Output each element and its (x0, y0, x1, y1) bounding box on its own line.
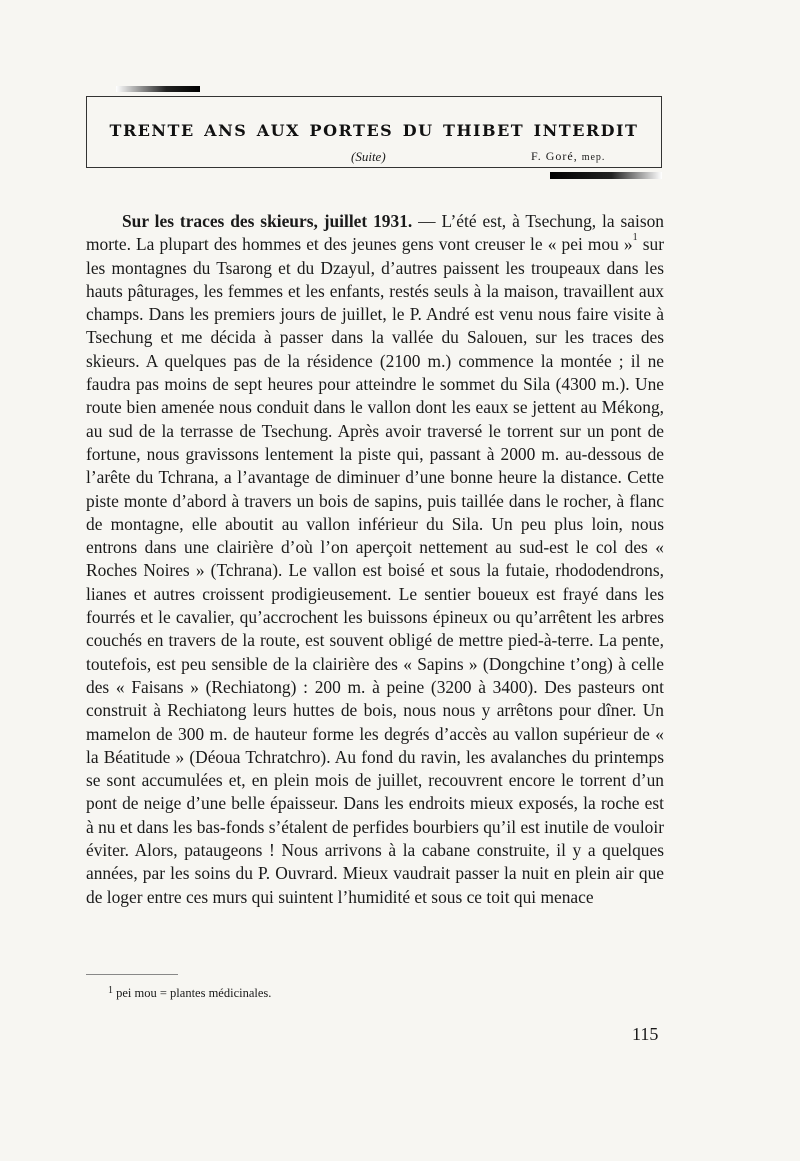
paragraph (86, 210, 664, 909)
footnote-reference: 1 (632, 232, 638, 244)
title-decor-bar-top (116, 86, 200, 92)
title-box (86, 96, 662, 168)
footnote-text: pei mou = plantes médicinales. (116, 986, 272, 1000)
title-decor-bar-bottom (550, 172, 662, 179)
footnote-number: 1 (108, 985, 113, 996)
author-text: F. Goré, (531, 149, 578, 163)
author-name (531, 149, 605, 164)
page-number: 115 (632, 1024, 659, 1044)
article-body (86, 210, 664, 909)
author-suffix: mep. (581, 152, 606, 163)
suite-label: (Suite) (351, 149, 386, 164)
paragraph-text-2: sur les montagnes du Tsarong et du Dzayul, d’autres paissent les troupeaux dans les hauts pâturages, les femmes et les enfants, restés seuls à la maison, travaillent aux champs. Dans les premiers jours de juillet, le P. André est venu nous faire visite à Tsechung et me décida à passer dans la vallée du Salouen, sur les traces des skieurs. A quelques pas de la résidence (2100 m.) commence la montée ; il ne faudra pas moins de sept heures pour atteindre le sommet du Sila (4300 m.). Une route bien amenée nous conduit dans le vallon dont les eaux se jettent au Mékong, au sud de la terrasse de Tsechung. Après avoir traversé le torrent sur un pont de fortune, nous gravissons lentement la piste qui, passant à 2000 m. au-dessous de l’arête du Tchrana, a l’avantage de diminuer d’une bonne heure la distance. Cette piste monte d’abord à travers un bois de sapins, puis taillée dans le rocher, à flanc de montagne, elle aboutit au vallon inférieur du Sila. Un peu plus loin, nous entrons dans une clairière d’où l’on aperçoit nettement au sud-est le col des « Roches Noires » (Tchrana). Le vallon est boisé et sous la futaie, rhododendrons, lianes et autres croissent prodigieusement. Le sentier boueux est frayé dans les fourrés et le cavalier, qu’accrochent les buissons épineux ou qu’arrêtent les arbres couchés en travers de la route, est souvent obligé de mettre pied-à-terre. La pente, toutefois, est peu sensible de la clairière des « Sapins » (Dongchine t’ong) à celle des « Faisans » (Rechiatong) : 200 m. à peine (3200 à 3400). Des pasteurs ont construit à Rechiatong leurs huttes de bois, nous nous y arrêtons pour dîner. Un mamelon de 300 m. de hauteur forme les degrés d’accès au vallon supérieur de « la Béatitude » (Déoua Tchratchro). Au fond du ravin, les avalanches du printemps se sont accumulées et, en plein mois de juillet, recouvrent encore le torrent d’un pont de neige d’une belle épaisseur. Dans les endroits mieux exposés, la roche est à nu et dans les bas-fonds s’étalent de perfides bourbiers qu’il est inutile de vouloir éviter. Alors, pataugeons ! Nous arrivons à la cabane construite, il y a quelques années, par les soins du P. Ouvrard. Mieux vaudrait passer la nuit en plein air que de loger entre ces murs qui suintent l’humidité et sous ce toit qui menace (86, 234, 664, 907)
footnote-divider (86, 974, 178, 975)
paragraph-lead: Sur les traces des skieurs, juillet 1931. (122, 211, 413, 231)
paragraph-text-1: — L’été est, à Tsechung, la saison morte. La plupart des hommes et des jeunes gens vont creuser le « pei mou » (86, 211, 664, 255)
footnote (108, 986, 271, 1001)
article-title: trente ans aux portes du thibet interdit (109, 115, 639, 142)
